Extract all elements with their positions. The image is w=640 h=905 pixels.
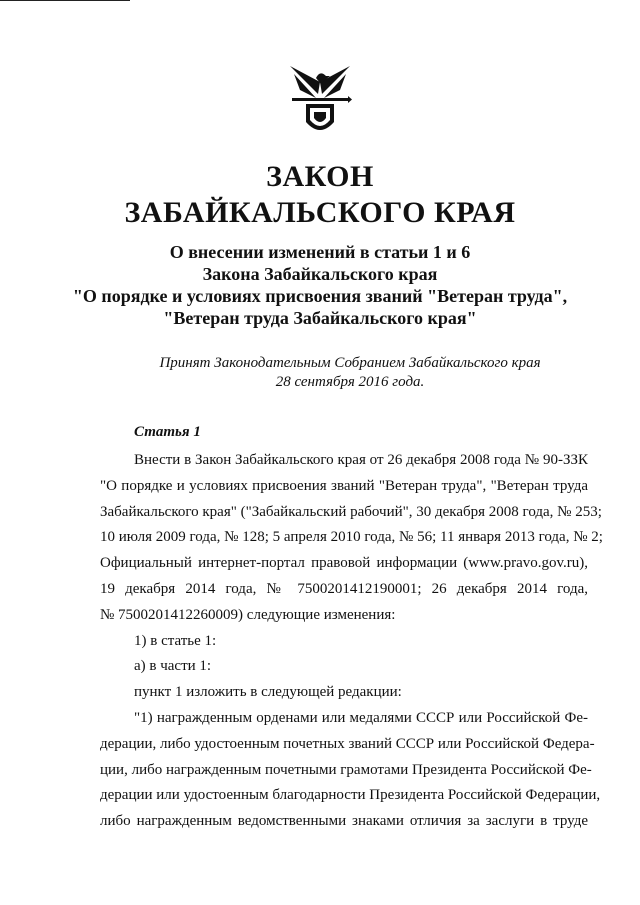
article-heading: Статья 1 <box>134 424 201 440</box>
article-text-line: 1) в статье 1: <box>134 632 217 649</box>
article-text-line: либо награжденным ведомственными знаками отличия за заслуги в труде <box>100 813 588 830</box>
eagle-emblem-icon <box>288 60 352 140</box>
article-body <box>100 448 603 835</box>
adoption-date: 28 сентября 2016 года. <box>275 374 425 390</box>
article-text-line: Внести в Закон Забайкальского края от 26 декабря 2008 года № 90-ЗЗК <box>134 452 588 468</box>
subtitle-line: "Ветеран труда Забайкальского края" <box>163 308 477 328</box>
article-text-line: дерации, либо удостоенным почетных званий СССР или Российской Федера- <box>100 735 595 752</box>
scan-artifact-line <box>0 0 130 1</box>
article-text-line: Официальный интернет-портал правовой информации (www.pravo.gov.ru), <box>100 555 588 572</box>
article-text-line: 19 декабря 2014 года, № 7500201412190001; 26 декабря 2014 года, <box>100 580 588 597</box>
adoption-note <box>0 354 640 392</box>
article-text-line: ции, либо награжденным почетными грамотами Президента Российской Фе- <box>100 761 592 778</box>
article-text-line: № 7500201412260009) следующие изменения: <box>100 606 396 623</box>
article-text-line: "1) награжденным орденами или медалями СССР или Российской Фе- <box>134 709 588 726</box>
subtitle-line: Закона Забайкальского края <box>202 264 438 284</box>
subtitle-line: "О порядке и условиях присвоения званий "Ветеран труда", <box>72 286 568 306</box>
article-text-line: 10 июля 2009 года, № 128; 5 апреля 2010 года, № 56; 11 января 2013 года, № 2; <box>100 529 603 546</box>
article-text-line: Забайкальского края" ("Забайкальский рабочий", 30 декабря 2008 года, № 253; <box>100 503 602 520</box>
law-subtitle <box>0 241 640 329</box>
article-text-line: а) в части 1: <box>134 658 212 675</box>
article-text-line: дерации или удостоенным благодарности Президента Российской Федерации, <box>100 787 601 804</box>
law-title: ЗАКОН <box>266 160 374 193</box>
article-text-line: пункт 1 изложить в следующей редакции: <box>134 684 402 701</box>
subtitle-line: О внесении изменений в статьи 1 и 6 <box>169 242 471 262</box>
article-text-line: "О порядке и условиях присвоения званий "Ветеран труда", "Ветеран труда <box>100 477 588 494</box>
region-title: ЗАБАЙКАЛЬСКОГО КРАЯ <box>124 196 516 229</box>
adoption-line: Принят Законодательным Собранием Забайкальского края <box>159 355 541 371</box>
